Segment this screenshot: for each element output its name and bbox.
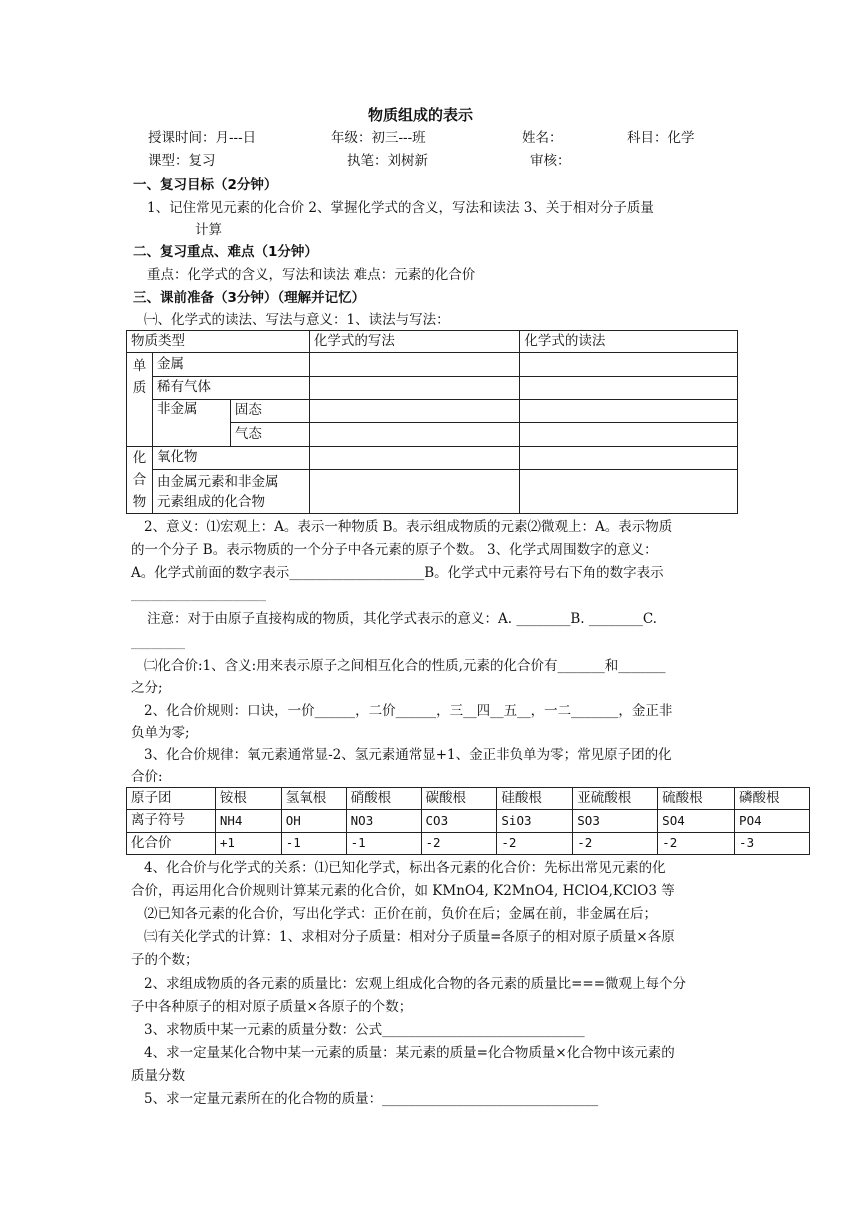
lesson-time: 授课时间：月---日 [148,130,257,146]
subject: 科目：化学 [627,130,695,146]
page-title: 物质组成的表示 [368,106,474,124]
table-cell: 硫酸根 [658,788,735,810]
table-cell: 亚硫酸根 [573,788,658,810]
section-preparation: 三、课前准备（3分钟）（理解并记忆） [133,290,366,306]
section-key-points: 二、复习重点、难点（1分钟） [133,244,318,260]
row-solid: 固态 [230,400,309,423]
table-cell: +1 [215,833,281,855]
cell-read[interactable] [520,377,738,400]
table-cell: SO3 [573,810,658,833]
label-element: 单 质 [127,353,153,447]
table-cell: PO4 [735,810,810,833]
calc-line-6: 4、求一定量某化合物中某一元素的质量：某元素的质量=化合物质量×化合物中该元素的 [144,1045,675,1061]
table-cell: SiO3 [497,810,573,833]
table-cell: 原子团 [127,788,216,810]
row-metal: 金属 [152,353,309,377]
radical-valence-row [127,833,810,855]
calc-line-2: 子的个数； [131,952,199,968]
radical-symbol-row [127,810,810,833]
goals-line-1: 1、记住常见元素的化合价 2、掌握化学式的含义，写法和读法 3、关于相对分子质量 [147,200,654,216]
table-cell: -2 [421,833,497,855]
table-cell: -2 [573,833,658,855]
table-cell: -2 [658,833,735,855]
meaning-line-3: A。化学式前面的数字表示____________________B。化学式中元素符号右下角的数字表示 [131,565,664,581]
cell-read[interactable] [520,423,738,447]
row-nonmetal: 非金属 [152,400,230,447]
valence-line-1: ㈡化合价:1、含义:用来表示原子之间相互化合的性质,元素的化合价有_______和_______ [144,658,666,674]
valence-line-6: 合价: [131,769,163,785]
table-cell: 氢氧根 [281,788,346,810]
table-cell: 铵根 [215,788,281,810]
meaning-line-2: 的一个分子 B。表示物质的一个分子中各元素的原子个数。 3、化学式周围数字的意义： [131,542,658,558]
col-reading: 化学式的读法 [520,331,738,353]
relation-line-2: 合价，再运用化合价规则计算某元素的化合价，如 KMnO4, K2MnO4, HClO4,KClO3 等 [131,883,675,899]
table-cell: 碳酸根 [421,788,497,810]
valence-line-5: 3、化合价规律：氧元素通常显-2、氢元素通常显+1、金正非负单为零；常见原子团的化 [144,747,672,763]
cell-write[interactable] [309,470,520,514]
relation-line-3: ⑵已知各元素的化合价，写出化学式：正价在前，负价在后；金属在前，非金属在后； [144,906,657,922]
cell-read[interactable] [520,400,738,423]
cell-write[interactable] [309,377,520,400]
calc-line-5: 3、求物质中某一元素的质量分数：公式______________________________ [144,1022,585,1038]
reviewer: 审核： [530,153,571,169]
table-cell: NO3 [346,810,421,833]
valence-line-4: 负单为零; [131,725,190,741]
calc-line-3: 2、求组成物质的各元素的质量比：宏观上组成化合物的各元素的质量比===微观上每个分 [144,976,687,992]
calc-line-1: ㈢有关化学式的计算：1、求相对分子质量：相对分子质量=各原子的相对原子质量×各原 [144,929,675,945]
student-name: 姓名： [522,130,563,146]
calc-line-4: 子中各种原子的相对原子质量×各原子的个数； [131,999,413,1015]
table-cell: -1 [346,833,421,855]
cell-write[interactable] [309,353,520,377]
lesson-type: 课型：复习 [148,153,216,169]
cell-write[interactable] [309,423,520,447]
col-type: 物质类型 [127,331,310,353]
table-cell: CO3 [421,810,497,833]
table-cell: 化合价 [127,833,216,855]
valence-line-2: 之分; [131,680,163,696]
note-blank: ________ [131,634,185,650]
col-writing: 化学式的写法 [309,331,520,353]
table-cell: 硅酸根 [497,788,573,810]
row-metal-nonmetal-compound: 由金属元素和非金属 元素组成的化合物 [152,470,309,514]
row-noble-gas: 稀有气体 [152,377,309,400]
section-review-goals: 一、复习目标（2分钟） [133,177,278,193]
meaning-blank: ____________________ [131,586,266,602]
subsection-reading-writing: ㈠、化学式的读法、写法与意义：1、读法与写法： [144,312,450,328]
formula-table [126,330,738,514]
cell-read[interactable] [520,353,738,377]
goals-line-2: 计算 [195,222,222,238]
grade: 年级：初三---班 [331,130,426,146]
table-cell: OH [281,810,346,833]
table-cell: -3 [735,833,810,855]
author: 执笔：刘树新 [347,153,428,169]
relation-line-1: 4、化合价与化学式的关系：⑴已知化学式，标出各元素的化合价：先标出常见元素的化 [144,860,666,876]
key-points-line: 重点：化学式的含义，写法和读法 难点：元素的化合价 [147,267,476,283]
table-cell: 硝酸根 [346,788,421,810]
cell-write[interactable] [309,447,520,470]
meaning-line-1: 2、意义：⑴宏观上：A。表示一种物质 B。表示组成物质的元素⑵微观上：A。表示物质 [144,519,673,535]
row-gas: 气态 [230,423,309,447]
table-cell: 磷酸根 [735,788,810,810]
radical-header-row [127,788,810,810]
cell-read[interactable] [520,447,738,470]
table-cell: -1 [281,833,346,855]
valence-line-3: 2、化合价规则：口诀，一价______，二价______，三__四__五__，一二_______，金正非 [144,703,673,719]
table-cell: 离子符号 [127,810,216,833]
row-oxide: 氧化物 [152,447,309,470]
calc-line-8: 5、求一定量元素所在的化合物的质量：________________________________ [144,1091,599,1107]
table-cell: NH4 [215,810,281,833]
calc-line-7: 质量分数 [131,1068,185,1084]
table-cell: SO4 [658,810,735,833]
radical-table [126,787,810,855]
cell-write[interactable] [309,400,520,423]
label-compound: 化 合 物 [127,447,153,514]
cell-read[interactable] [520,470,738,514]
note-line: 注意：对于由原子直接构成的物质，其化学式表示的意义：A. ________B. ________C. [147,611,657,627]
table-cell: -2 [497,833,573,855]
